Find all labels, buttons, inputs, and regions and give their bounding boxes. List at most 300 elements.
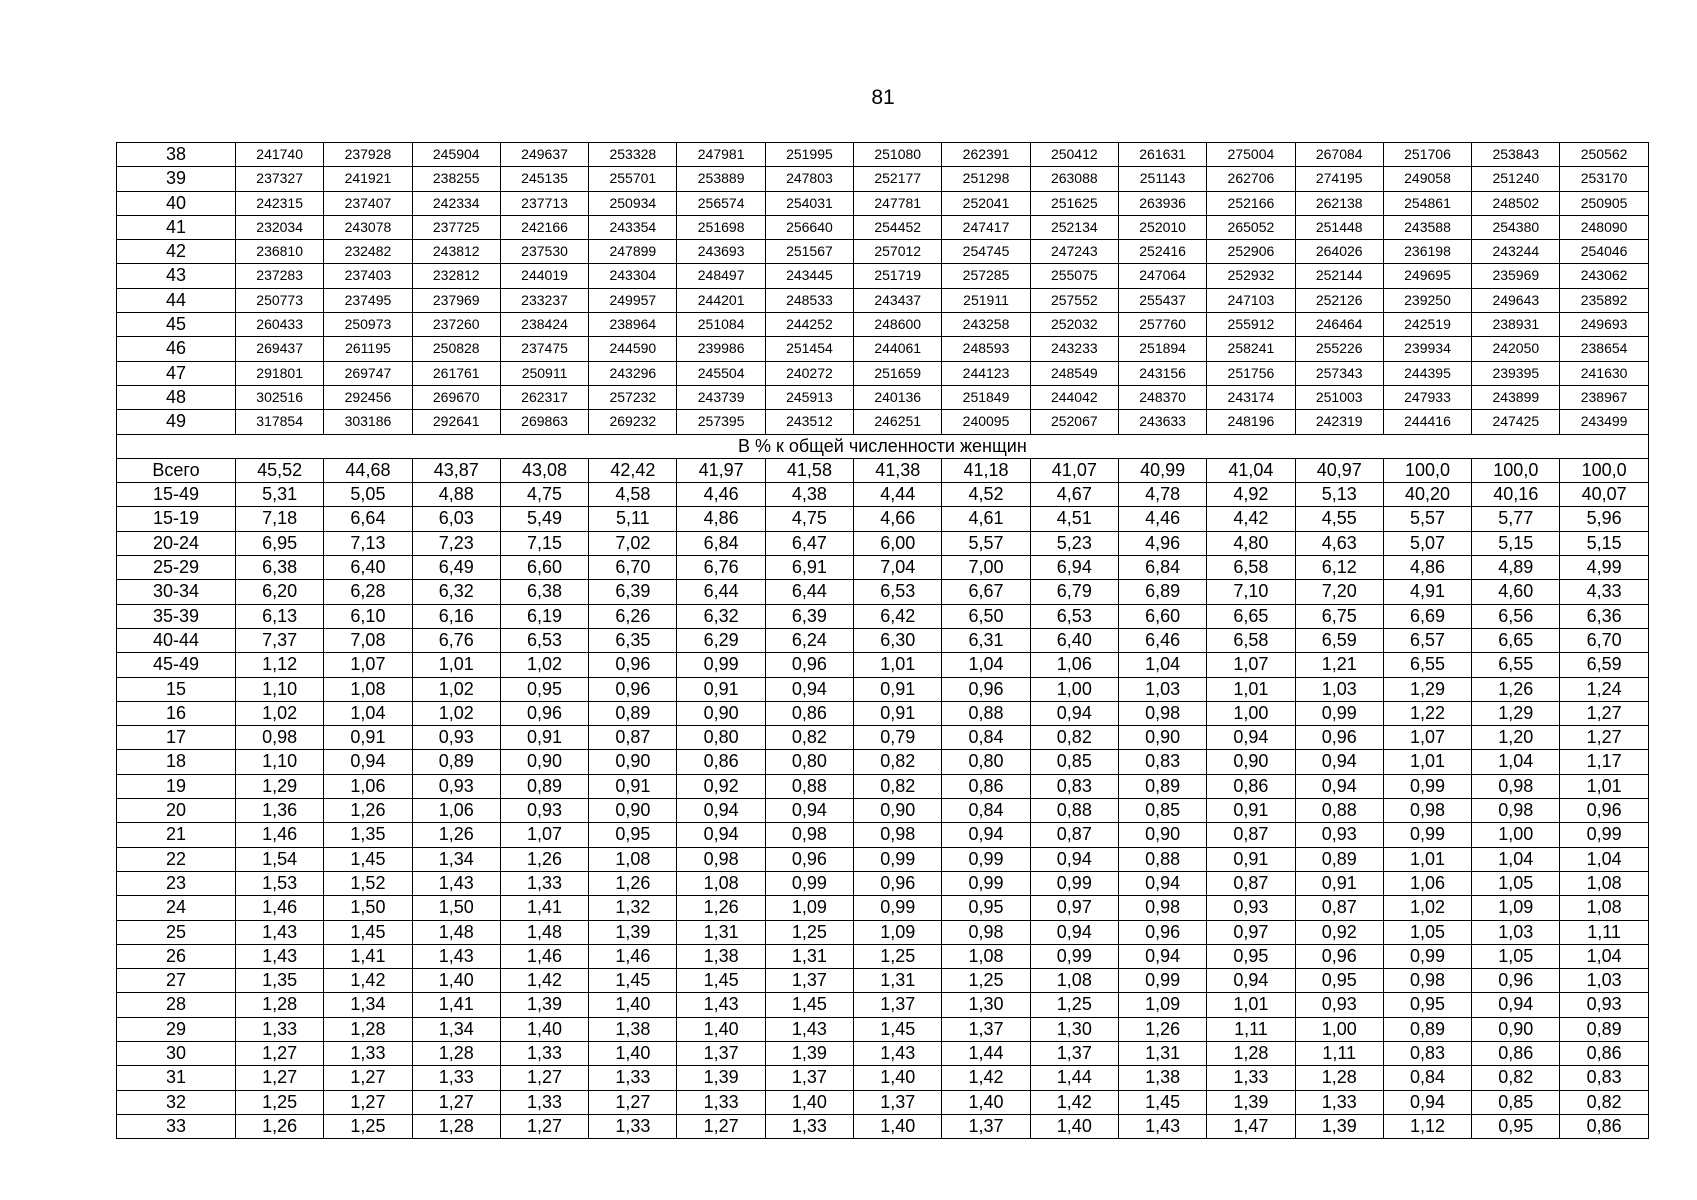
table-cell: 247933	[1383, 385, 1471, 409]
table-cell: 264026	[1295, 240, 1383, 264]
table-cell: 253170	[1560, 167, 1648, 191]
table-cell: 0,99	[854, 896, 942, 920]
table-cell: 41,04	[1207, 458, 1295, 482]
table-cell: 0,87	[589, 726, 677, 750]
table-cell: 6,91	[765, 556, 853, 580]
table-row	[117, 264, 1649, 288]
table-cell: 1,37	[1030, 1041, 1118, 1065]
table-cell: 256574	[677, 191, 765, 215]
table-cell: 243588	[1383, 215, 1471, 239]
table-cell: 269670	[412, 385, 500, 409]
table-cell: 0,91	[1207, 799, 1295, 823]
table-cell: 250828	[412, 337, 500, 361]
table-cell: 1,40	[589, 1041, 677, 1065]
row-label: 20	[117, 799, 236, 823]
table-cell: 6,49	[412, 556, 500, 580]
table-cell: 233237	[500, 288, 588, 312]
table-cell: 257395	[677, 410, 765, 434]
table-cell: 243437	[854, 288, 942, 312]
table-cell: 237530	[500, 240, 588, 264]
table-cell: 0,94	[1030, 920, 1118, 944]
table-cell: 6,39	[765, 604, 853, 628]
table-cell: 262706	[1207, 167, 1295, 191]
table-cell: 243258	[942, 313, 1030, 337]
table-cell: 1,26	[589, 871, 677, 895]
table-cell: 1,01	[1560, 774, 1648, 798]
table-cell: 6,32	[677, 604, 765, 628]
table-cell: 262391	[942, 143, 1030, 167]
table-cell: 6,20	[236, 580, 324, 604]
table-cell: 242166	[500, 215, 588, 239]
table-cell: 238255	[412, 167, 500, 191]
table-cell: 245904	[412, 143, 500, 167]
table-cell: 303186	[324, 410, 412, 434]
table-cell: 1,26	[324, 799, 412, 823]
table-cell: 6,57	[1383, 628, 1471, 652]
table-cell: 1,33	[500, 871, 588, 895]
table-cell: 1,27	[500, 1066, 588, 1090]
table-cell: 1,05	[1383, 920, 1471, 944]
table-cell: 254861	[1383, 191, 1471, 215]
table-cell: 1,25	[324, 1114, 412, 1138]
table-cell: 1,05	[1472, 944, 1560, 968]
table-cell: 4,63	[1295, 531, 1383, 555]
table-cell: 5,77	[1472, 507, 1560, 531]
table-cell: 252144	[1295, 264, 1383, 288]
table-cell: 6,44	[677, 580, 765, 604]
table-cell: 243354	[589, 215, 677, 239]
table-cell: 1,27	[236, 1041, 324, 1065]
table-row	[117, 410, 1649, 434]
table-cell: 235892	[1560, 288, 1648, 312]
table-cell: 243174	[1207, 385, 1295, 409]
table-cell: 237475	[500, 337, 588, 361]
table-cell: 1,37	[854, 993, 942, 1017]
table-cell: 0,91	[589, 774, 677, 798]
table-cell: 250973	[324, 313, 412, 337]
table-cell: 1,27	[412, 1090, 500, 1114]
table-cell: 255912	[1207, 313, 1295, 337]
table-cell: 1,32	[589, 896, 677, 920]
table-cell: 0,94	[1030, 701, 1118, 725]
table-cell: 1,17	[1560, 750, 1648, 774]
table-cell: 251706	[1383, 143, 1471, 167]
table-cell: 1,39	[677, 1066, 765, 1090]
table-cell: 6,55	[1472, 653, 1560, 677]
table-cell: 0,93	[1295, 823, 1383, 847]
table-cell: 0,87	[1030, 823, 1118, 847]
row-label: 15-19	[117, 507, 236, 531]
table-cell: 4,52	[942, 483, 1030, 507]
table-cell: 0,89	[1118, 774, 1206, 798]
table-cell: 1,29	[236, 774, 324, 798]
table-row	[117, 628, 1649, 652]
table-cell: 0,94	[1030, 847, 1118, 871]
table-row	[117, 726, 1649, 750]
table-cell: 4,99	[1560, 556, 1648, 580]
table-cell: 1,40	[412, 969, 500, 993]
table-cell: 0,94	[1472, 993, 1560, 1017]
table-cell: 1,28	[1207, 1041, 1295, 1065]
table-cell: 1,08	[1560, 896, 1648, 920]
table-cell: 0,86	[1207, 774, 1295, 798]
table-cell: 0,83	[1030, 774, 1118, 798]
table-cell: 1,02	[1383, 896, 1471, 920]
row-label: 17	[117, 726, 236, 750]
table-cell: 0,90	[589, 799, 677, 823]
table-cell: 0,94	[677, 823, 765, 847]
table-row	[117, 1090, 1649, 1114]
table-cell: 1,04	[324, 701, 412, 725]
table-cell: 1,45	[854, 1017, 942, 1041]
table-cell: 251454	[765, 337, 853, 361]
table-cell: 43,08	[500, 458, 588, 482]
table-cell: 0,82	[1030, 726, 1118, 750]
table-cell: 1,01	[1207, 993, 1295, 1017]
table-cell: 0,89	[1560, 1017, 1648, 1041]
table-cell: 0,83	[1118, 750, 1206, 774]
table-cell: 0,98	[1118, 701, 1206, 725]
table-cell: 6,53	[854, 580, 942, 604]
table-cell: 1,27	[500, 1114, 588, 1138]
table-cell: 1,47	[1207, 1114, 1295, 1138]
table-cell: 251849	[942, 385, 1030, 409]
table-cell: 1,42	[500, 969, 588, 993]
table-cell: 302516	[236, 385, 324, 409]
row-label: Всего	[117, 458, 236, 482]
table-cell: 240272	[765, 361, 853, 385]
table-cell: 254745	[942, 240, 1030, 264]
table-cell: 1,43	[854, 1041, 942, 1065]
table-cell: 0,91	[500, 726, 588, 750]
table-cell: 243233	[1030, 337, 1118, 361]
table-cell: 0,98	[765, 823, 853, 847]
table-row	[117, 750, 1649, 774]
table-cell: 243693	[677, 240, 765, 264]
row-label: 26	[117, 944, 236, 968]
table-cell: 237969	[412, 288, 500, 312]
table-cell: 1,39	[765, 1041, 853, 1065]
table-cell: 236810	[236, 240, 324, 264]
table-cell: 1,30	[942, 993, 1030, 1017]
table-cell: 4,96	[1118, 531, 1206, 555]
table-cell: 250911	[500, 361, 588, 385]
table-cell: 241740	[236, 143, 324, 167]
table-cell: 251240	[1472, 167, 1560, 191]
table-cell: 0,94	[765, 677, 853, 701]
table-cell: 4,46	[677, 483, 765, 507]
table-cell: 6,28	[324, 580, 412, 604]
table-cell: 0,84	[1383, 1066, 1471, 1090]
table-cell: 1,10	[236, 750, 324, 774]
table-cell: 251894	[1118, 337, 1206, 361]
table-cell: 1,05	[1472, 871, 1560, 895]
table-cell: 0,98	[1383, 969, 1471, 993]
table-cell: 1,06	[324, 774, 412, 798]
table-cell: 261761	[412, 361, 500, 385]
table-cell: 247803	[765, 167, 853, 191]
table-cell: 0,91	[1295, 871, 1383, 895]
table-row	[117, 920, 1649, 944]
table-cell: 247899	[589, 240, 677, 264]
table-cell: 251448	[1295, 215, 1383, 239]
table-cell: 1,04	[1560, 847, 1648, 871]
table-cell: 1,43	[677, 993, 765, 1017]
table-cell: 1,00	[1295, 1017, 1383, 1041]
table-cell: 6,64	[324, 507, 412, 531]
table-cell: 6,76	[677, 556, 765, 580]
table-cell: 0,96	[1472, 969, 1560, 993]
table-cell: 1,44	[942, 1041, 1030, 1065]
table-cell: 0,88	[1295, 799, 1383, 823]
table-cell: 5,15	[1472, 531, 1560, 555]
table-cell: 4,91	[1383, 580, 1471, 604]
table-cell: 0,93	[500, 799, 588, 823]
table-cell: 1,34	[324, 993, 412, 1017]
table-cell: 1,39	[589, 920, 677, 944]
table-cell: 0,94	[1118, 944, 1206, 968]
table-cell: 252010	[1118, 215, 1206, 239]
table-cell: 239250	[1383, 288, 1471, 312]
table-cell: 1,20	[1472, 726, 1560, 750]
table-cell: 243304	[589, 264, 677, 288]
table-cell: 244201	[677, 288, 765, 312]
row-label: 42	[117, 240, 236, 264]
table-cell: 1,54	[236, 847, 324, 871]
table-cell: 248196	[1207, 410, 1295, 434]
table-cell: 1,26	[412, 823, 500, 847]
row-label: 28	[117, 993, 236, 1017]
table-cell: 1,45	[1118, 1090, 1206, 1114]
table-cell: 244019	[500, 264, 588, 288]
table-cell: 1,42	[324, 969, 412, 993]
table-row	[117, 847, 1649, 871]
table-cell: 243899	[1472, 385, 1560, 409]
table-cell: 242315	[236, 191, 324, 215]
table-cell: 1,43	[412, 871, 500, 895]
table-cell: 1,40	[1030, 1114, 1118, 1138]
table-cell: 1,40	[854, 1066, 942, 1090]
table-cell: 0,89	[1383, 1017, 1471, 1041]
table-cell: 247064	[1118, 264, 1206, 288]
table-row	[117, 361, 1649, 385]
table-cell: 239934	[1383, 337, 1471, 361]
table-cell: 1,06	[412, 799, 500, 823]
table-cell: 251143	[1118, 167, 1206, 191]
table-cell: 7,37	[236, 628, 324, 652]
table-cell: 1,03	[1472, 920, 1560, 944]
table-cell: 6,55	[1383, 653, 1471, 677]
table-cell: 1,33	[1207, 1066, 1295, 1090]
table-cell: 0,96	[765, 653, 853, 677]
table-row	[117, 1114, 1649, 1138]
table-cell: 243633	[1118, 410, 1206, 434]
table-cell: 0,86	[765, 701, 853, 725]
table-cell: 0,80	[942, 750, 1030, 774]
table-cell: 1,45	[324, 920, 412, 944]
table-cell: 275004	[1207, 143, 1295, 167]
table-cell: 1,08	[324, 677, 412, 701]
table-cell: 0,96	[854, 871, 942, 895]
table-cell: 1,28	[236, 993, 324, 1017]
table-cell: 0,82	[1560, 1090, 1648, 1114]
table-cell: 1,11	[1560, 920, 1648, 944]
table-cell: 0,99	[1030, 944, 1118, 968]
table-cell: 6,70	[1560, 628, 1648, 652]
table-cell: 1,25	[854, 944, 942, 968]
table-cell: 1,42	[1030, 1090, 1118, 1114]
table-cell: 252067	[1030, 410, 1118, 434]
table-cell: 1,27	[1560, 726, 1648, 750]
table-cell: 4,78	[1118, 483, 1206, 507]
row-label: 23	[117, 871, 236, 895]
table-cell: 1,25	[1030, 993, 1118, 1017]
table-cell: 4,33	[1560, 580, 1648, 604]
row-label: 20-24	[117, 531, 236, 555]
table-cell: 1,08	[942, 944, 1030, 968]
table-cell: 4,60	[1472, 580, 1560, 604]
table-cell: 248593	[942, 337, 1030, 361]
table-cell: 1,38	[1118, 1066, 1206, 1090]
table-cell: 6,60	[500, 556, 588, 580]
table-cell: 6,12	[1295, 556, 1383, 580]
table-cell: 1,37	[765, 969, 853, 993]
table-row	[117, 701, 1649, 725]
table-cell: 1,29	[1472, 701, 1560, 725]
table-cell: 251003	[1295, 385, 1383, 409]
table-cell: 1,40	[677, 1017, 765, 1041]
table-cell: 0,98	[1383, 799, 1471, 823]
table-cell: 0,94	[942, 823, 1030, 847]
table-cell: 1,02	[236, 701, 324, 725]
table-cell: 0,86	[1560, 1041, 1648, 1065]
table-cell: 251995	[765, 143, 853, 167]
table-cell: 291801	[236, 361, 324, 385]
table-cell: 249695	[1383, 264, 1471, 288]
table-cell: 1,31	[854, 969, 942, 993]
table-cell: 262138	[1295, 191, 1383, 215]
table-cell: 0,90	[500, 750, 588, 774]
table-cell: 0,93	[1560, 993, 1648, 1017]
table-cell: 5,57	[1383, 507, 1471, 531]
table-cell: 1,22	[1383, 701, 1471, 725]
row-label: 45	[117, 313, 236, 337]
table-cell: 45,52	[236, 458, 324, 482]
row-label: 19	[117, 774, 236, 798]
table-cell: 6,32	[412, 580, 500, 604]
table-cell: 269747	[324, 361, 412, 385]
row-label: 38	[117, 143, 236, 167]
table-cell: 0,80	[765, 750, 853, 774]
table-cell: 1,33	[500, 1041, 588, 1065]
table-cell: 239395	[1472, 361, 1560, 385]
row-label: 47	[117, 361, 236, 385]
table-cell: 251719	[854, 264, 942, 288]
table-cell: 1,46	[236, 896, 324, 920]
table-cell: 1,31	[1118, 1041, 1206, 1065]
table-cell: 269437	[236, 337, 324, 361]
table-cell: 0,95	[500, 677, 588, 701]
table-row	[117, 677, 1649, 701]
table-cell: 6,40	[324, 556, 412, 580]
table-cell: 254452	[854, 215, 942, 239]
table-cell: 0,92	[1295, 920, 1383, 944]
table-cell: 4,80	[1207, 531, 1295, 555]
table-cell: 249643	[1472, 288, 1560, 312]
table-cell: 0,98	[854, 823, 942, 847]
table-cell: 0,93	[412, 726, 500, 750]
table-cell: 0,99	[1560, 823, 1648, 847]
table-cell: 0,84	[942, 726, 1030, 750]
table-cell: 1,09	[765, 896, 853, 920]
row-label: 33	[117, 1114, 236, 1138]
table-cell: 1,21	[1295, 653, 1383, 677]
table-cell: 1,28	[1295, 1066, 1383, 1090]
table-row	[117, 143, 1649, 167]
table-row	[117, 191, 1649, 215]
row-label: 24	[117, 896, 236, 920]
table-cell: 1,50	[412, 896, 500, 920]
table-cell: 0,90	[1207, 750, 1295, 774]
table-cell: 6,50	[942, 604, 1030, 628]
table-cell: 251567	[765, 240, 853, 264]
table-cell: 7,10	[1207, 580, 1295, 604]
table-cell: 40,20	[1383, 483, 1471, 507]
table-cell: 0,91	[854, 677, 942, 701]
table-cell: 0,99	[1383, 823, 1471, 847]
table-cell: 0,89	[1295, 847, 1383, 871]
table-cell: 4,86	[677, 507, 765, 531]
row-label: 41	[117, 215, 236, 239]
table-cell: 1,45	[324, 847, 412, 871]
table-cell: 252041	[942, 191, 1030, 215]
table-cell: 1,33	[765, 1114, 853, 1138]
table-cell: 0,95	[1472, 1114, 1560, 1138]
table-cell: 1,09	[854, 920, 942, 944]
table-row	[117, 944, 1649, 968]
table-cell: 6,58	[1207, 628, 1295, 652]
table-cell: 261195	[324, 337, 412, 361]
table-cell: 1,41	[324, 944, 412, 968]
table-cell: 237407	[324, 191, 412, 215]
table-cell: 1,04	[942, 653, 1030, 677]
table-cell: 0,96	[765, 847, 853, 871]
table-cell: 267084	[1295, 143, 1383, 167]
table-cell: 252906	[1207, 240, 1295, 264]
table-cell: 1,11	[1207, 1017, 1295, 1041]
table-cell: 0,96	[942, 677, 1030, 701]
table-cell: 1,27	[236, 1066, 324, 1090]
table-cell: 0,90	[589, 750, 677, 774]
table-cell: 238967	[1560, 385, 1648, 409]
table-cell: 1,33	[412, 1066, 500, 1090]
table-cell: 1,00	[1030, 677, 1118, 701]
table-cell: 6,84	[1118, 556, 1206, 580]
table-cell: 100,0	[1472, 458, 1560, 482]
table-cell: 6,38	[500, 580, 588, 604]
table-cell: 244416	[1383, 410, 1471, 434]
table-cell: 0,96	[1118, 920, 1206, 944]
table-cell: 0,87	[1207, 823, 1295, 847]
table-cell: 1,46	[589, 944, 677, 968]
table-cell: 238654	[1560, 337, 1648, 361]
table-cell: 40,97	[1295, 458, 1383, 482]
table-cell: 239986	[677, 337, 765, 361]
table-cell: 0,99	[942, 847, 1030, 871]
table-cell: 237713	[500, 191, 588, 215]
table-cell: 246464	[1295, 313, 1383, 337]
table-cell: 0,89	[589, 701, 677, 725]
